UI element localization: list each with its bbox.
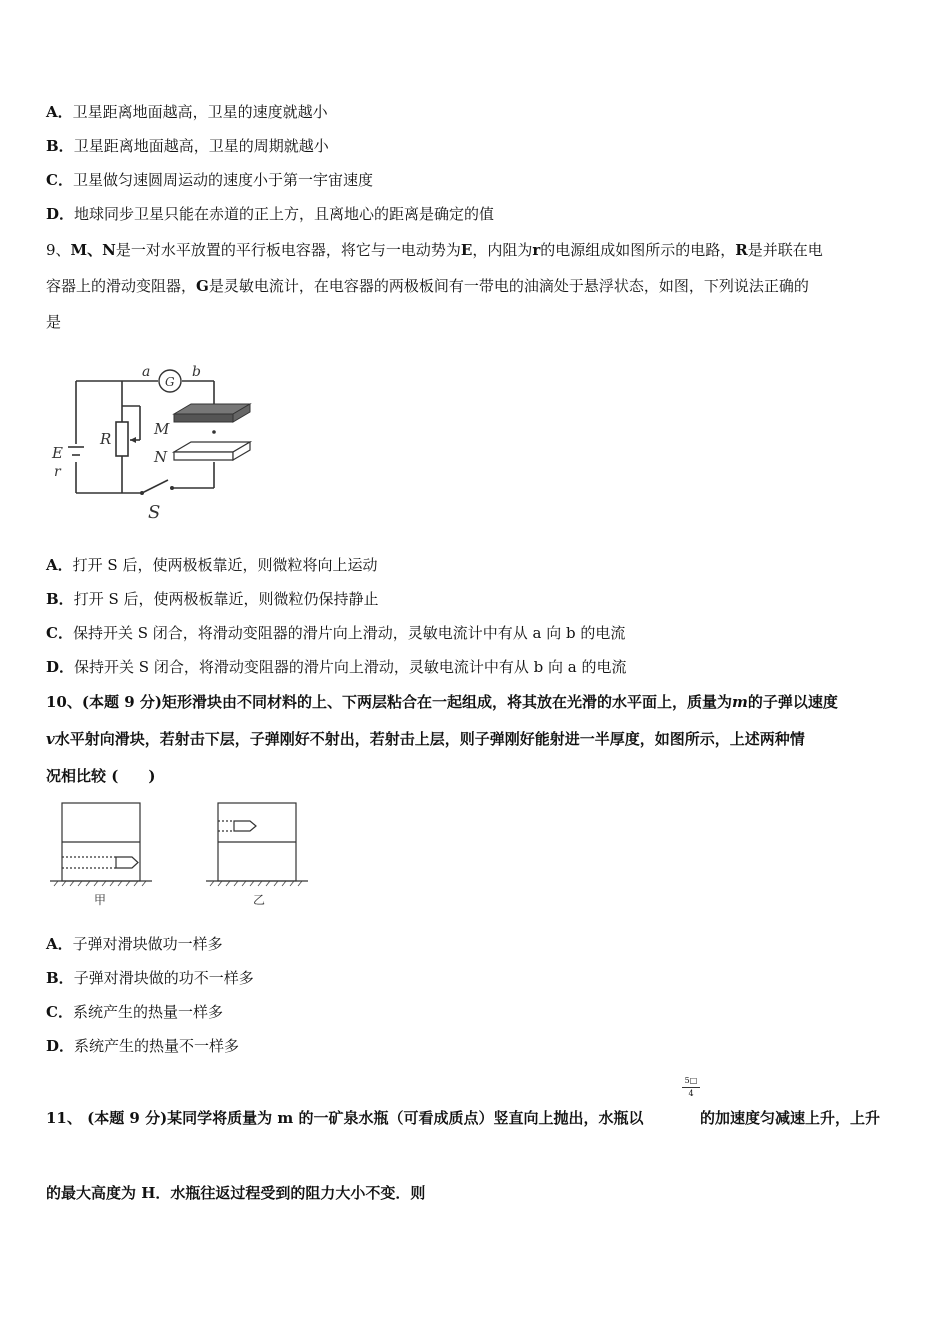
q9-option-b: B．打开 S 后，使两极板靠近，则微粒仍保持静止 [46, 590, 379, 608]
q10-option-d: D．系统产生的热量不一样多 [46, 1037, 240, 1055]
label-r-resistor: R [100, 430, 112, 448]
q10-stem-line3: 况相比较 ( ) [46, 767, 156, 785]
q11-stem-line1-part1: 11、 (本题 9 分)某同学将质量为 m 的一矿泉水瓶（可看成质点）竖直向上抛出，水瓶以 [46, 1109, 644, 1127]
q11-fraction [680, 1076, 702, 1099]
q10-option-b: B．子弹对滑块做的功不一样多 [46, 969, 254, 987]
q9-stem-line3: 是 [46, 313, 62, 331]
q8-option-b: B．卫星距离地面越高，卫星的周期就越小 [46, 137, 329, 155]
label-b: b [192, 364, 201, 380]
label-n: N [154, 448, 168, 466]
q11-stem-line2: 的最大高度为 H．水瓶往返过程受到的阻力大小不变．则 [46, 1184, 426, 1202]
q11-stem-line1-part2: 的加速度匀减速上升，上升 [700, 1109, 881, 1127]
label-e: E [52, 444, 63, 462]
label-jia: 甲 [94, 893, 107, 907]
q9-circuit-figure [46, 360, 266, 525]
label-s: S [148, 502, 161, 523]
q8-option-d: D．地球同步卫星只能在赤道的正上方，且离地心的距离是确定的值 [46, 205, 495, 223]
q9-option-d: D．保持开关 S 闭合，将滑动变阻器的滑片向上滑动，灵敏电流计中有从 b 向 a 的电流 [46, 658, 627, 676]
q9-stem-line1: 9、M、N是一对水平放置的平行板电容器，将它与一电动势为E，内阻为r的电源组成如图所示的电路，R是并联在电 [46, 241, 823, 259]
label-yi: 乙 [253, 893, 266, 907]
q9-option-c: C．保持开关 S 闭合，将滑动变阻器的滑片向上滑动，灵敏电流计中有从 a 向 b 的电流 [46, 624, 626, 642]
q9-stem-line2: 容器上的滑动变阻器，G是灵敏电流计，在电容器的两极板间有一带电的油滴处于悬浮状态，如图，下列说法正确的 [46, 277, 809, 295]
q9-option-a: A．打开 S 后，使两极板靠近，则微粒将向上运动 [46, 556, 378, 574]
label-g: G [165, 375, 175, 389]
q11-fraction-numerator: 5□ [684, 1076, 698, 1085]
q10-stem-line2: v水平射向滑块，若射击下层，子弹刚好不射出，若射击上层，则子弹刚好能射进一半厚度，如图所示，上述两种情 [46, 730, 805, 748]
label-r-internal: r [54, 464, 61, 480]
q10-stem-line1: 10、(本题 9 分)矩形滑块由不同材料的上、下两层粘合在一起组成，将其放在光滑的水平面上，质量为m的子弹以速度 [46, 693, 838, 711]
label-m: M [154, 420, 170, 438]
q11-fraction-denominator: 4 [688, 1089, 694, 1098]
q10-option-c: C．系统产生的热量一样多 [46, 1003, 223, 1021]
q10-block-figure [48, 800, 310, 912]
q8-option-c: C．卫星做匀速圆周运动的速度小于第一宇宙速度 [46, 171, 373, 189]
q8-option-a: A．卫星距离地面越高，卫星的速度就越小 [46, 103, 328, 121]
q10-option-a: A．子弹对滑块做功一样多 [46, 935, 223, 953]
label-a: a [142, 364, 151, 380]
